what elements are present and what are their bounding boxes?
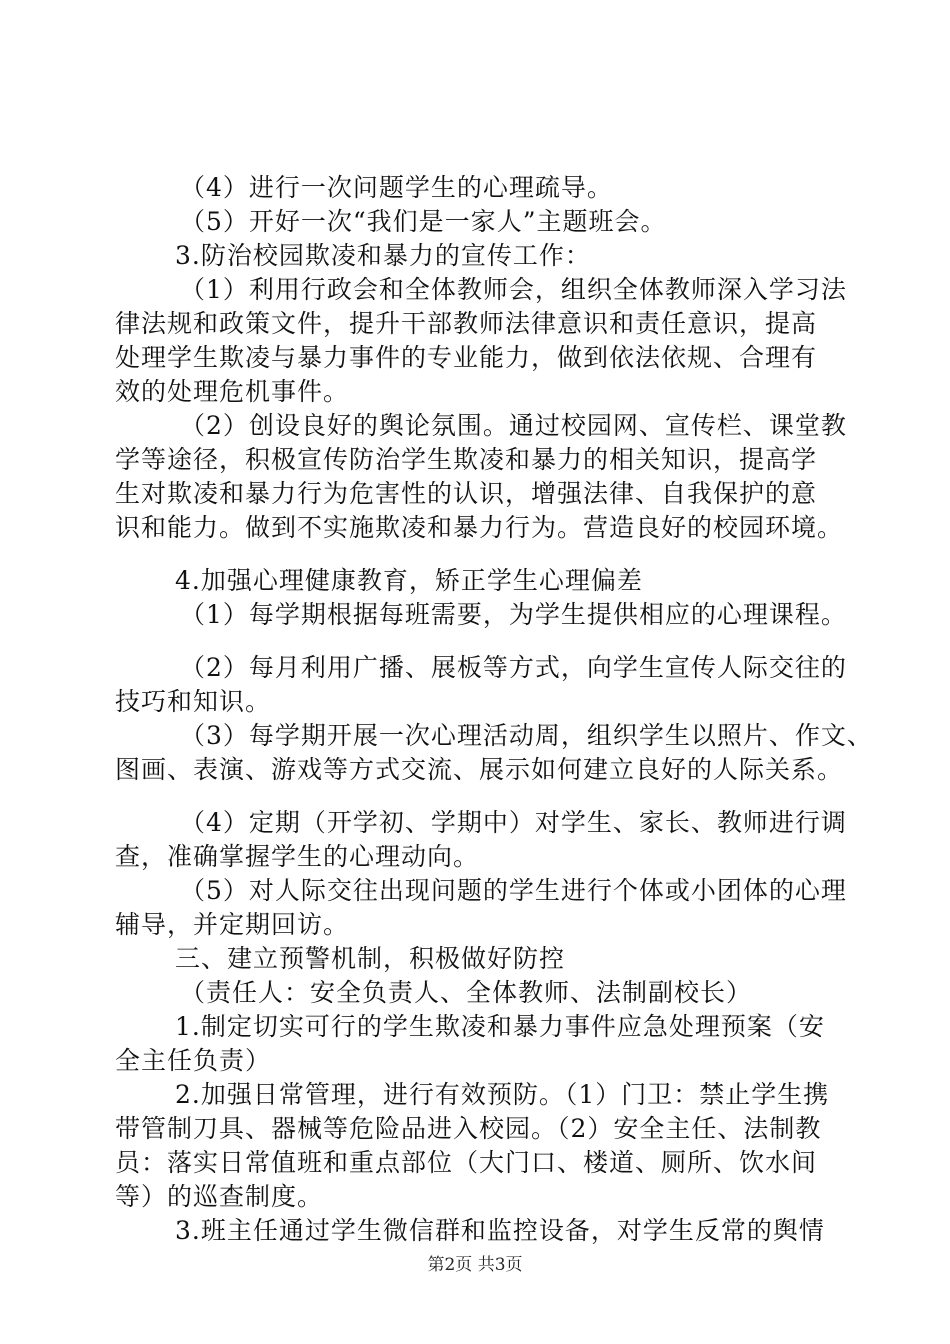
page-number-footer: 第2页 共3页: [427, 1255, 523, 1275]
text-line: 图画、表演、游戏等方式交流、展示如何建立良好的人际关系。: [115, 755, 844, 784]
section-heading: 4.加强心理健康教育，矫正学生心理偏差: [175, 566, 643, 595]
text-line: （1）利用行政会和全体教师会，组织全体教师深入学习法: [180, 275, 847, 304]
text-line: 等）的巡查制度。: [115, 1182, 324, 1211]
text-line: 生对欺凌和暴力行为危害性的认识，增强法律、自我保护的意: [115, 479, 818, 508]
text-line: 员：落实日常值班和重点部位（大门口、楼道、厕所、饮水间: [115, 1148, 818, 1177]
text-line: （2）创设良好的舆论氛围。通过校园网、宣传栏、课堂教: [180, 411, 847, 440]
section-heading: 3.防治校园欺凌和暴力的宣传工作：: [175, 241, 591, 270]
text-line: 1.制定切实可行的学生欺凌和暴力事件应急处理预案（安: [175, 1012, 825, 1041]
text-line: 全主任负责）: [115, 1046, 272, 1075]
text-line: （1）每学期根据每班需要，为学生提供相应的心理课程。: [180, 600, 847, 629]
text-line: （4）进行一次问题学生的心理疏导。: [180, 173, 613, 202]
text-line: （5）对人际交往出现问题的学生进行个体或小团体的心理: [180, 876, 847, 905]
text-line: 识和能力。做到不实施欺凌和暴力行为。营造良好的校园环境。: [115, 513, 844, 542]
text-line: 查，准确掌握学生的心理动向。: [115, 842, 480, 871]
text-line: 辅导，并定期回访。: [115, 910, 350, 939]
text-line: （责任人：安全负责人、全体教师、法制副校长）: [180, 978, 753, 1007]
text-line: （5）开好一次“我们是一家人”主题班会。: [180, 207, 667, 236]
text-line: 学等途径，积极宣传防治学生欺凌和暴力的相关知识，提高学: [115, 445, 818, 474]
text-line: 律法规和政策文件，提升干部教师法律意识和责任意识，提高: [115, 309, 818, 338]
text-line: 技巧和知识。: [115, 687, 272, 716]
text-line: （2）每月利用广播、展板等方式，向学生宣传人际交往的: [180, 653, 847, 682]
text-line: （3）每学期开展一次心理活动周，组织学生以照片、作文、: [180, 721, 873, 750]
text-line: 2.加强日常管理，进行有效预防。（1）门卫：禁止学生携: [175, 1080, 830, 1109]
section-heading: 三、建立预警机制，积极做好防控: [175, 944, 566, 973]
text-line: （4）定期（开学初、学期中）对学生、家长、教师进行调: [180, 808, 847, 837]
text-line: 3.班主任通过学生微信群和监控设备，对学生反常的舆情: [175, 1216, 825, 1245]
text-line: 带管制刀具、器械等危险品进入校园。（2）安全主任、法制教: [115, 1114, 822, 1143]
text-line: 效的处理危机事件。: [115, 377, 350, 406]
text-line: 处理学生欺凌与暴力事件的专业能力，做到依法依规、合理有: [115, 343, 818, 372]
